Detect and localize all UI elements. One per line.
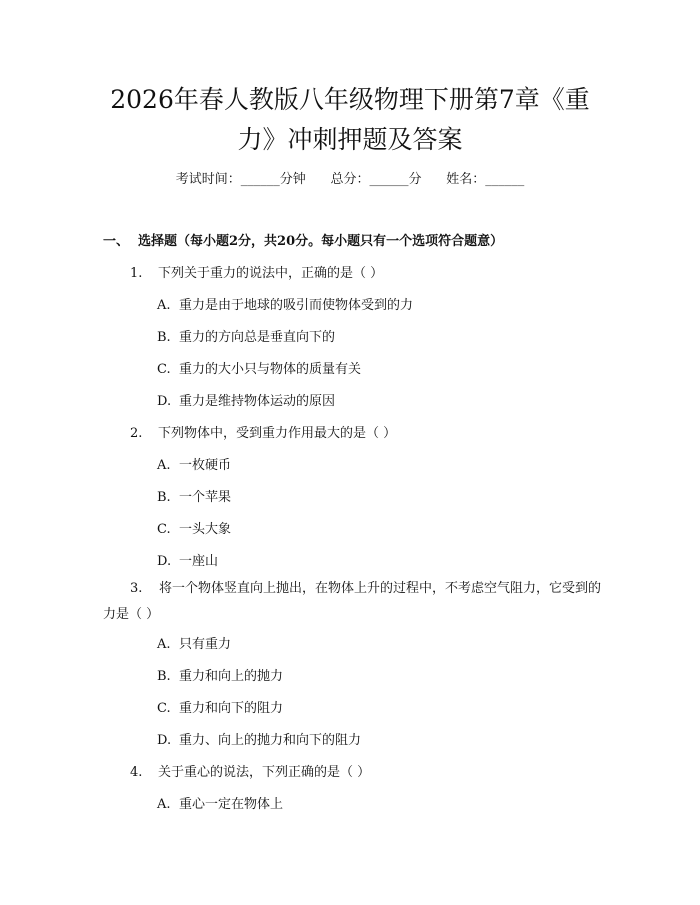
option-text: 重力、向上的抛力和向下的阻力 bbox=[179, 733, 362, 748]
option-text: 重心一定在物体上 bbox=[179, 797, 284, 812]
question-1-option-d bbox=[157, 390, 335, 409]
option-letter: B. bbox=[157, 669, 171, 684]
option-text: 重力是由于地球的吸引而使物体受到的力 bbox=[179, 298, 414, 313]
question-1-option-c bbox=[157, 358, 361, 377]
question-3-option-b bbox=[157, 665, 283, 684]
title-line-2: 力》冲刺押题及答案 bbox=[237, 125, 463, 154]
option-text: 重力和向下的阻力 bbox=[179, 701, 284, 716]
question-text: 将一个物体竖直向上抛出，在物体上升的过程中，不考虑空气阻力，它受到的力是（ ） bbox=[103, 581, 601, 622]
option-text: 一座山 bbox=[179, 554, 219, 569]
exam-info-line: 考试时间：______分钟 总分：______分 姓名：______ bbox=[175, 172, 525, 187]
question-4-option-a bbox=[157, 793, 283, 812]
option-letter: A. bbox=[157, 637, 171, 652]
question-3 bbox=[103, 576, 603, 628]
question-1-option-a bbox=[157, 294, 413, 313]
question-text: 下列关于重力的说法中，正确的是（ ） bbox=[158, 266, 384, 281]
question-3-option-d bbox=[157, 729, 361, 748]
question-2 bbox=[130, 422, 396, 441]
question-2-option-d bbox=[157, 550, 218, 569]
question-3-option-a bbox=[157, 633, 231, 652]
option-text: 重力的大小只与物体的质量有关 bbox=[179, 362, 362, 377]
question-number: 3. bbox=[130, 581, 143, 596]
question-1-option-b bbox=[157, 326, 335, 345]
question-4 bbox=[130, 761, 370, 780]
option-letter: B. bbox=[157, 330, 171, 345]
option-letter: A. bbox=[157, 298, 171, 313]
option-text: 只有重力 bbox=[179, 637, 232, 652]
option-letter: C. bbox=[157, 701, 171, 716]
option-text: 一枚硬币 bbox=[179, 458, 232, 473]
option-letter: A. bbox=[157, 797, 171, 812]
section-title: 选择题（每小题2分，共20分。每小题只有一个选项符合题意） bbox=[138, 234, 504, 249]
option-letter: C. bbox=[157, 522, 171, 537]
option-letter: D. bbox=[157, 394, 172, 409]
question-3-option-c bbox=[157, 697, 283, 716]
option-letter: D. bbox=[157, 733, 172, 748]
question-1 bbox=[130, 262, 383, 281]
section-number: 一、 bbox=[103, 234, 130, 249]
title-line-1: 2026年春人教版八年级物理下册第7章《重 bbox=[110, 85, 590, 114]
question-text: 下列物体中，受到重力作用最大的是（ ） bbox=[158, 426, 397, 441]
question-2-option-a bbox=[157, 454, 231, 473]
section-heading bbox=[103, 230, 503, 249]
option-letter: D. bbox=[157, 554, 172, 569]
option-text: 重力和向上的抛力 bbox=[179, 669, 284, 684]
option-letter: B. bbox=[157, 490, 171, 505]
document-title bbox=[90, 80, 610, 160]
option-text: 重力是维持物体运动的原因 bbox=[179, 394, 336, 409]
question-text: 关于重心的说法，下列正确的是（ ） bbox=[158, 765, 371, 780]
option-text: 一头大象 bbox=[179, 522, 232, 537]
question-number: 4. bbox=[130, 765, 143, 780]
option-text: 重力的方向总是垂直向下的 bbox=[179, 330, 336, 345]
question-2-option-b bbox=[157, 486, 231, 505]
option-letter: A. bbox=[157, 458, 171, 473]
question-number: 2. bbox=[130, 426, 143, 441]
question-number: 1. bbox=[130, 266, 143, 281]
option-text: 一个苹果 bbox=[179, 490, 232, 505]
question-2-option-c bbox=[157, 518, 231, 537]
option-letter: C. bbox=[157, 362, 171, 377]
